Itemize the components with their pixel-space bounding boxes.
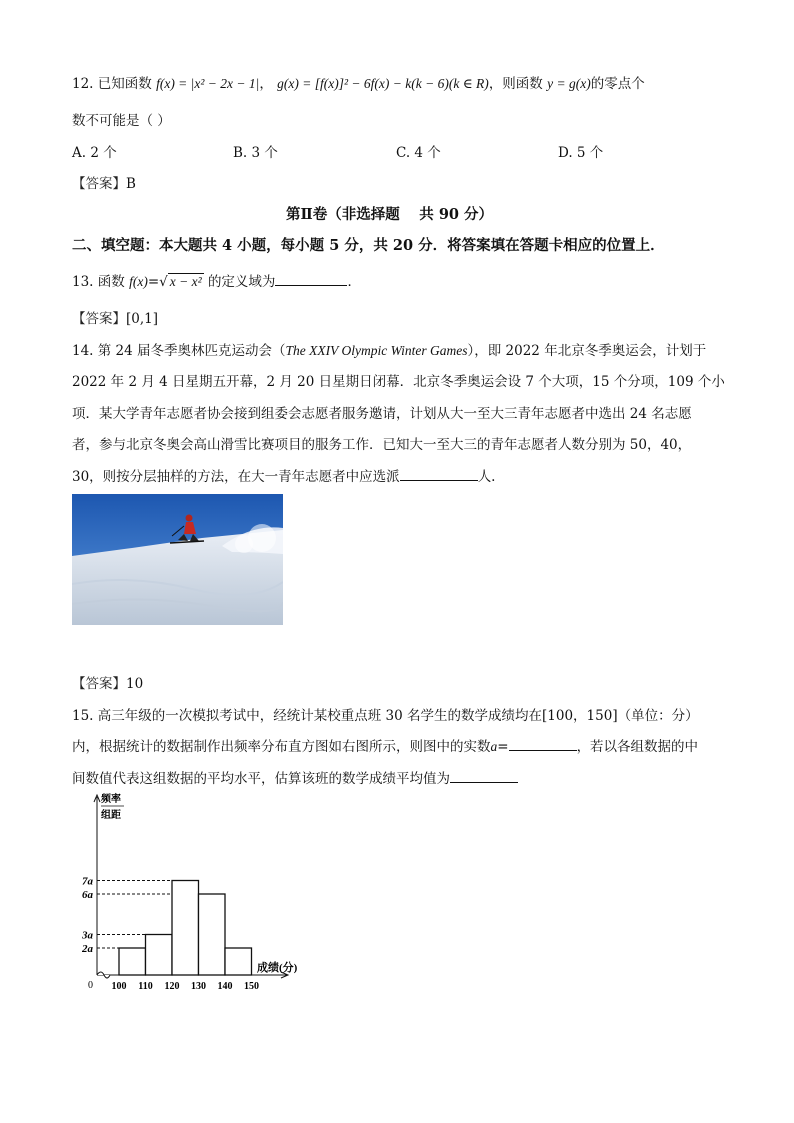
- q14-line5-b: 人.: [477, 469, 496, 485]
- q12-separator: ，: [259, 76, 273, 92]
- sqrt-expression: √ x − x²: [159, 274, 202, 290]
- q15-blank-mean: [450, 770, 518, 783]
- q15-line3-text: 间数值代表这组数据的平均水平，估算该班的数学成绩平均值为: [72, 771, 450, 787]
- histogram-bar: [199, 894, 226, 975]
- q12-prefix: 已知函数: [97, 76, 152, 92]
- q12-option-a: A. 2 个: [72, 145, 117, 161]
- q12-g-definition: g(x) = [f(x)]² − 6f(x) − k(k − 6)(k ∈ R): [277, 76, 489, 91]
- q15-line2-c: ，若以各组数据的中: [576, 739, 699, 755]
- q14-line1: [72, 339, 706, 359]
- y-tick-label: 3a: [82, 929, 93, 942]
- skier-photo: [72, 494, 283, 625]
- q13-answer: [72, 307, 158, 327]
- answer-value: B: [126, 176, 136, 192]
- q13-number: 13.: [72, 274, 94, 290]
- q12-line1: [72, 72, 645, 92]
- y-tick-label: 2a: [82, 943, 93, 955]
- q12-line2: 数不可能是（ ）: [72, 113, 171, 129]
- q15-line2: [72, 735, 698, 755]
- y-label-top: 频率: [101, 794, 121, 805]
- q14-line1-a: 14. 第 24 届冬季奥林匹克运动会（: [72, 343, 286, 359]
- histogram-bar: [172, 881, 199, 976]
- q13-end: ．: [347, 274, 361, 290]
- q12-answer: [72, 172, 136, 192]
- q12-post: ，则函数: [488, 76, 543, 92]
- q13-blank: [275, 273, 347, 286]
- histogram-chart: [82, 790, 312, 995]
- x-tick-label: 100: [111, 981, 127, 992]
- q13-line: [72, 270, 361, 290]
- q15-line3: [72, 767, 518, 787]
- q12-option-b: B. 3 个: [233, 145, 278, 161]
- x-tick-label: 120: [164, 981, 180, 992]
- histogram-bar: [146, 935, 173, 976]
- x-tick-label: 130: [191, 981, 206, 992]
- q14-line5-a: 30，则按分层抽样的方法，在大一青年志愿者中应选派: [72, 469, 400, 485]
- q14-english-title: The XXIV Olympic Winter Games: [285, 343, 468, 358]
- q14-line4: 者，参与北京冬奥会高山滑雪比赛项目的服务工作．已知大一至大三的青年志愿者人数分别为 50，40，: [72, 437, 692, 453]
- q12-y-definition: y = g(x): [547, 76, 591, 91]
- axis-break: [97, 972, 110, 978]
- q14-blank: [400, 468, 478, 481]
- x-tick-label: 140: [217, 981, 233, 992]
- q13-radicand: x − x²: [169, 274, 202, 289]
- x-axis-label: 成绩(分): [257, 962, 298, 974]
- q13-equals: =: [147, 274, 160, 290]
- q15-line2-a: 内，根据统计的数据制作出频率分布直方图如右图所示，则图中的实数: [72, 739, 491, 755]
- x-tick-label: 150: [244, 981, 259, 992]
- section-heading: 二、填空题：本大题共 4 小题，每小题 5 分，共 20 分．将答案填在答题卡相应的位置上．: [72, 237, 665, 254]
- q15-variable: a: [490, 739, 498, 754]
- answer-tag: 【答案】: [72, 176, 126, 192]
- section-title: 第Ⅱ卷（非选择题 共 90 分）: [286, 206, 494, 223]
- q12-option-c: C. 4 个: [396, 145, 441, 161]
- answer-value: [0,1]: [126, 311, 159, 327]
- skier-photo-graphic: [72, 494, 283, 625]
- q12-option-d: D. 5 个: [558, 145, 604, 161]
- q14-line3: 项．某大学青年志愿者协会接到组委会志愿者服务邀请，计划从大一至大三青年志愿者中选出 24 名志愿: [72, 406, 692, 422]
- answer-value: 10: [126, 676, 144, 692]
- q13-prefix: 函数: [97, 274, 125, 290]
- q14-answer: [72, 672, 143, 692]
- q12-f-definition: f(x) = |x² − 2x − 1|: [156, 76, 260, 91]
- histogram-bar: [119, 948, 146, 975]
- answer-tag: 【答案】: [72, 311, 126, 327]
- y-label-bottom: 组距: [101, 810, 121, 821]
- q15-blank-a: [509, 738, 577, 751]
- q14-line2: 2022 年 2 月 4 日星期五开幕，2 月 20 日星期日闭幕．北京冬季奥运会设 7 个大项，15 个分项，109 个小: [72, 374, 725, 390]
- origin-label: 0: [88, 980, 93, 991]
- answer-tag: 【答案】: [72, 676, 126, 692]
- y-tick-label: 7a: [82, 875, 93, 888]
- q13-function: f(x): [129, 274, 148, 289]
- q14-line1-b: ），即 2022 年北京冬季奥运会，计划于: [467, 343, 707, 359]
- x-tick-label: 110: [138, 981, 153, 992]
- y-tick-label: 6a: [82, 889, 93, 901]
- q15-equals: =: [497, 739, 509, 755]
- q15-line1: 15. 高三年级的一次模拟考试中，经统计某校重点班 30 名学生的数学成绩均在[100，150]（单位：分）: [72, 708, 699, 724]
- q13-post: 的定义域为: [207, 274, 276, 290]
- q12-tail: 的零点个: [590, 76, 645, 92]
- q12-number: 12.: [72, 76, 94, 92]
- q14-line5: [72, 465, 495, 485]
- histogram-bar: [225, 948, 252, 975]
